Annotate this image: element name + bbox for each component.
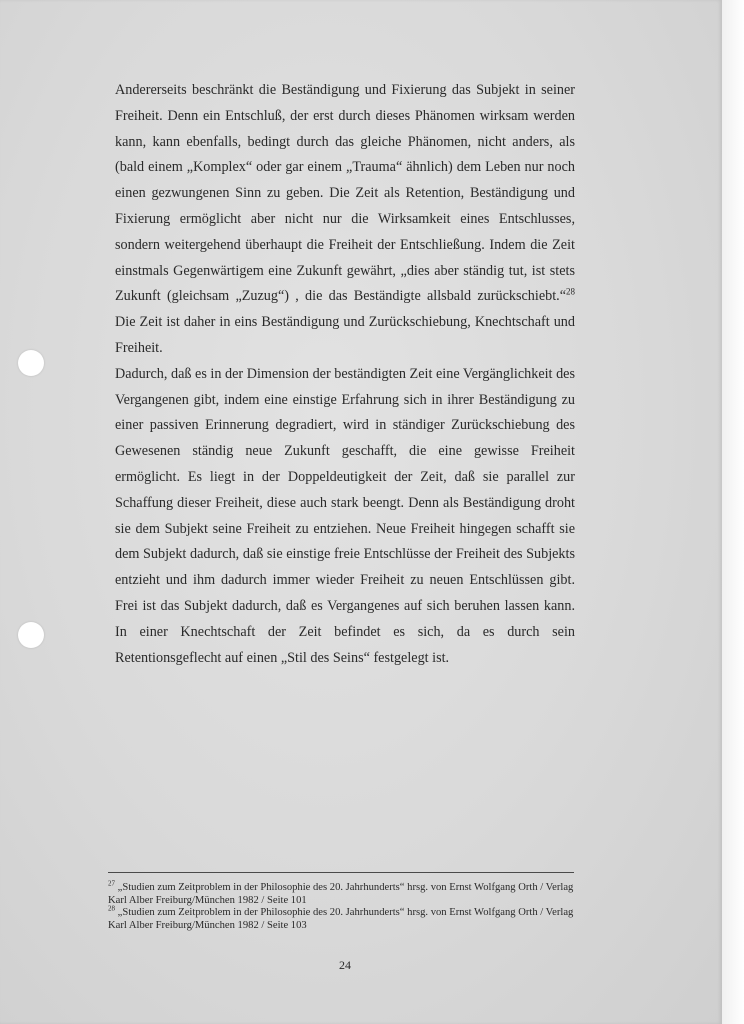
paragraph-1-text-end: Die Zeit ist daher in eins Beständigung und Zurückschiebung, Knechtschaft und Freiheit. [115,314,575,356]
page-number: 24 [339,958,351,972]
footnote-ref-28: 28 [566,286,575,297]
footnote-divider [108,872,574,873]
footnote-number: 27 [108,879,115,888]
body-text [115,78,575,671]
footnote-text: „Studien zum Zeitproblem in der Philosophie des 20. Jahrhunderts“ hrsg. von Ernst Wolfgang Orth / Verlag Karl Alber Freiburg/München 1982 / Seite 103 [108,907,574,931]
footnote-27 [108,879,574,907]
page-edge [722,0,744,1024]
paragraph-1-text: Andererseits beschränkt die Beständigung und Fixierung das Subjekt in seiner Freiheit. Denn ein Entschluß, der erst durch dieses Phänomen wirksam werden kann, kann ebenfalls, bedingt durch das gleiche Phänomen, nicht anders, als (bald einem „Komplex“ oder gar einem „Trauma“ ähnlich) dem Leben nur noch einen gezwungenen Sinn zu geben. Die Zeit als Retention, Beständigung und Fixierung ermöglicht aber nicht nur die Wirksamkeit eines Entschlusses, sondern weitergehend überhaupt die Freiheit der Entschließung. Indem die Zeit einstmals Gegenwärtigem eine Zukunft gewährt, „dies aber ständig tut, ist stets Zukunft (gleichsam „Zuzug“) , die das Beständigte allsbald zurückschiebt.“ [115,82,575,305]
footnote-text: „Studien zum Zeitproblem in der Philosophie des 20. Jahrhunderts“ hrsg. von Ernst Wolfgang Orth / Verlag Karl Alber Freiburg/München 1982 / Seite 101 [108,882,574,906]
paragraph-2: Dadurch, daß es in der Dimension der beständigten Zeit eine Vergänglichkeit des Vergangenen gibt, indem eine einstige Erfahrung sich in ihrer Beständigung zu einer passiven Erinnerung degradiert, wird in ständiger Zurückschiebung des Gewesenen ständig neue Zukunft geschafft, die eine gewisse Freiheit ermöglicht. Es liegt in der Doppeldeutigkeit der Zeit, daß sie parallel zur Schaffung dieser Freiheit, diese auch stark beengt. Denn als Beständigung droht sie dem Subjekt seine Freiheit zu entziehen. Neue Freiheit hingegen schafft sie dem Subjekt dadurch, daß sie einstige freie Entschlüsse der Freiheit des Subjekts entzieht und ihm dadurch immer wieder Freiheit zu neuen Entschlüssen gibt. Frei ist das Subjekt dadurch, daß es Vergangenes auf sich beruhen lassen kann. In einer Knechtschaft der Zeit befindet es sich, da es durch sein Retentionsgeflecht auf einen „Stil des Seins“ festgelegt ist. [115,365,575,666]
punch-hole-top [18,350,44,376]
punch-hole-bottom [18,622,44,648]
footnotes [108,879,574,932]
paragraph-1 [115,78,575,362]
footnote-number: 28 [108,904,115,913]
footnote-28 [108,904,574,932]
